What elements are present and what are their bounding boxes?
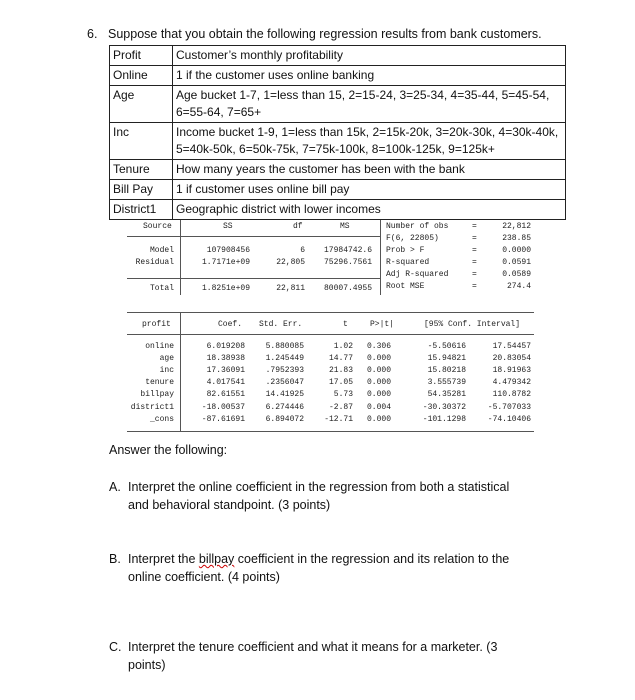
item-a-text: Interpret the online coefficient in the regression from both a statistical and behavioral standpoint. (3 points) bbox=[128, 480, 510, 512]
coef-p-cell: 0.000 bbox=[366, 366, 391, 375]
coef-header-ci: [95% Conf. Interval] bbox=[424, 320, 521, 329]
anova-stat-eq: = bbox=[472, 270, 477, 279]
anova-stat-label: Root MSE bbox=[386, 282, 425, 291]
item-b-billpay-word: billpay bbox=[198, 552, 235, 566]
anova-stat-value: 22,812 bbox=[502, 222, 531, 231]
anova-stat-label: F(6, 22805) bbox=[386, 234, 439, 243]
coef-coef-cell: 4.017541 bbox=[206, 378, 245, 387]
coef-coef-cell: 82.61551 bbox=[206, 390, 245, 399]
coef-t-cell: 21.83 bbox=[328, 366, 353, 375]
anova-header-source: Source bbox=[143, 222, 172, 231]
item-c-letter: C. bbox=[109, 640, 122, 654]
coef-header-coef: Coef. bbox=[218, 320, 243, 329]
coef-lo-cell: 54.35281 bbox=[427, 390, 466, 399]
coef-p-cell: 0.306 bbox=[366, 342, 391, 351]
coef-coef-cell: 17.36091 bbox=[206, 366, 245, 375]
coef-coef-cell: 6.019208 bbox=[206, 342, 245, 351]
variable-desc: Income bucket 1-9, 1=less than 15k, 2=15k-20k, 3=20k-30k, 4=30k-40k, 5=40k-50k, 6=50k-75k, 7=75k-100k, 8=100k-125k, 9=125k+ bbox=[173, 123, 566, 160]
coef-var-cell: _cons bbox=[149, 415, 174, 424]
anova-stat-eq: = bbox=[472, 234, 477, 243]
anova-stat-label: Prob > F bbox=[386, 246, 425, 255]
item-b bbox=[109, 550, 529, 590]
anova-stat-value: 0.0591 bbox=[502, 258, 531, 267]
item-c-text: Interpret the tenure coefficient and what it means for a marketer. (3 points) bbox=[128, 640, 498, 672]
coef-se-cell: 6.894072 bbox=[265, 415, 304, 424]
coef-se-cell: 14.41925 bbox=[265, 390, 304, 399]
coef-p-cell: 0.004 bbox=[366, 403, 391, 412]
coef-header-t: t bbox=[343, 320, 348, 329]
coef-hi-cell: 20.83054 bbox=[492, 354, 531, 363]
coef-t-cell: 5.73 bbox=[333, 390, 353, 399]
variables-table bbox=[109, 45, 566, 220]
anova-stat-value: 238.85 bbox=[502, 234, 531, 243]
variable-row bbox=[110, 86, 566, 123]
anova-header-ms: MS bbox=[340, 222, 350, 231]
anova-ss-cell: 1.8251e+09 bbox=[201, 284, 250, 293]
variable-desc: Age bucket 1-7, 1=less than 15, 2=15-24, 3=25-34, 4=35-44, 5=45-54, 6=55-64, 7=65+ bbox=[173, 86, 566, 123]
coef-hi-cell: -5.707033 bbox=[487, 403, 531, 412]
coef-t-cell: -12.71 bbox=[324, 415, 353, 424]
coef-se-cell: 6.274446 bbox=[265, 403, 304, 412]
coef-se-cell: 5.880085 bbox=[265, 342, 304, 351]
coef-var-cell: age bbox=[159, 354, 174, 363]
coef-p-cell: 0.000 bbox=[366, 378, 391, 387]
coef-t-cell: -2.87 bbox=[328, 403, 353, 412]
coef-t-cell: 17.05 bbox=[328, 378, 353, 387]
coef-var-cell: inc bbox=[159, 366, 174, 375]
question-text: Suppose that you obtain the following regression results from bank customers. bbox=[108, 27, 542, 41]
coef-header-se: Std. Err. bbox=[259, 320, 303, 329]
variable-name: Inc bbox=[110, 123, 173, 160]
coef-hi-cell: -74.10406 bbox=[487, 415, 531, 424]
variable-row bbox=[110, 66, 566, 86]
anova-ss-cell: 1.7171e+09 bbox=[201, 258, 250, 267]
question-title bbox=[87, 27, 542, 41]
item-b-text-post: coefficient in the regression and its relation to the online coefficient. (4 points) bbox=[128, 552, 510, 584]
variable-name: Tenure bbox=[110, 160, 173, 180]
coef-lo-cell: 15.94821 bbox=[427, 354, 466, 363]
anova-source-cell: Residual bbox=[135, 258, 174, 267]
anova-df-cell: 6 bbox=[300, 246, 305, 255]
item-b-text bbox=[128, 550, 528, 586]
coef-header-var: profit bbox=[142, 320, 171, 329]
coef-se-cell: 1.245449 bbox=[265, 354, 304, 363]
variable-name: Bill Pay bbox=[110, 180, 173, 200]
coef-coef-cell: 18.38938 bbox=[206, 354, 245, 363]
variable-name: Age bbox=[110, 86, 173, 123]
anova-header-ss: SS bbox=[223, 222, 233, 231]
coef-lo-cell: 15.80218 bbox=[427, 366, 466, 375]
variable-row bbox=[110, 160, 566, 180]
anova-stat-label: R-squared bbox=[386, 258, 430, 267]
coef-var-cell: tenure bbox=[145, 378, 174, 387]
variable-row bbox=[110, 200, 566, 220]
item-b-text-pre: Interpret the bbox=[128, 552, 199, 566]
anova-ss-cell: 107908456 bbox=[206, 246, 250, 255]
coef-se-cell: .7952393 bbox=[265, 366, 304, 375]
coef-header-p: P>|t| bbox=[370, 320, 395, 329]
item-c bbox=[109, 638, 529, 672]
anova-df-cell: 22,805 bbox=[276, 258, 305, 267]
anova-source-cell: Model bbox=[149, 246, 174, 255]
item-b-letter: B. bbox=[109, 552, 121, 566]
anova-df-cell: 22,811 bbox=[276, 284, 305, 293]
variable-desc: 1 if the customer uses online banking bbox=[173, 66, 566, 86]
variable-row bbox=[110, 180, 566, 200]
anova-stat-value: 0.0589 bbox=[502, 270, 531, 279]
anova-header-df: df bbox=[293, 222, 303, 231]
coef-p-cell: 0.000 bbox=[366, 354, 391, 363]
anova-ms-cell: 75296.7561 bbox=[323, 258, 372, 267]
coef-coef-cell: -87.61691 bbox=[201, 415, 245, 424]
coef-hi-cell: 17.54457 bbox=[492, 342, 531, 351]
item-a bbox=[109, 478, 529, 518]
variable-name: Online bbox=[110, 66, 173, 86]
anova-stat-label: Number of obs bbox=[386, 222, 449, 231]
coef-t-cell: 14.77 bbox=[328, 354, 353, 363]
variable-row bbox=[110, 123, 566, 160]
coef-hi-cell: 18.91963 bbox=[492, 366, 531, 375]
variable-desc: 1 if customer uses online bill pay bbox=[173, 180, 566, 200]
variable-desc: How many years the customer has been with the bank bbox=[173, 160, 566, 180]
coef-var-cell: online bbox=[145, 342, 174, 351]
anova-stat-value: 274.4 bbox=[506, 282, 531, 291]
coef-lo-cell: -101.1298 bbox=[422, 415, 466, 424]
coef-hi-cell: 110.8782 bbox=[492, 390, 531, 399]
question-number: 6. bbox=[87, 27, 98, 41]
anova-stat-eq: = bbox=[472, 282, 477, 291]
variable-row bbox=[110, 46, 566, 66]
variable-desc: Customer’s monthly profitability bbox=[173, 46, 566, 66]
coef-var-cell: billpay bbox=[140, 390, 174, 399]
variable-name: District1 bbox=[110, 200, 173, 220]
coef-lo-cell: -30.30372 bbox=[422, 403, 466, 412]
coef-lo-cell: 3.555739 bbox=[427, 378, 466, 387]
anova-ms-cell: 80007.4955 bbox=[323, 284, 372, 293]
answer-heading: Answer the following: bbox=[109, 443, 228, 457]
anova-source-cell: Total bbox=[149, 284, 174, 293]
coef-p-cell: 0.000 bbox=[366, 415, 391, 424]
variable-name: Profit bbox=[110, 46, 173, 66]
anova-stat-label: Adj R-squared bbox=[386, 270, 449, 279]
anova-stat-eq: = bbox=[472, 246, 477, 255]
coef-coef-cell: -18.00537 bbox=[201, 403, 245, 412]
coef-var-cell: district1 bbox=[130, 403, 174, 412]
anova-stat-eq: = bbox=[472, 222, 477, 231]
anova-ms-cell: 17984742.6 bbox=[323, 246, 372, 255]
coef-lo-cell: -5.50616 bbox=[427, 342, 466, 351]
coef-se-cell: .2356047 bbox=[265, 378, 304, 387]
coef-t-cell: 1.02 bbox=[333, 342, 353, 351]
item-a-letter: A. bbox=[109, 480, 121, 494]
coef-hi-cell: 4.479342 bbox=[492, 378, 531, 387]
coef-p-cell: 0.000 bbox=[366, 390, 391, 399]
anova-stat-eq: = bbox=[472, 258, 477, 267]
anova-stat-value: 0.0000 bbox=[502, 246, 531, 255]
variable-desc: Geographic district with lower incomes bbox=[173, 200, 566, 220]
